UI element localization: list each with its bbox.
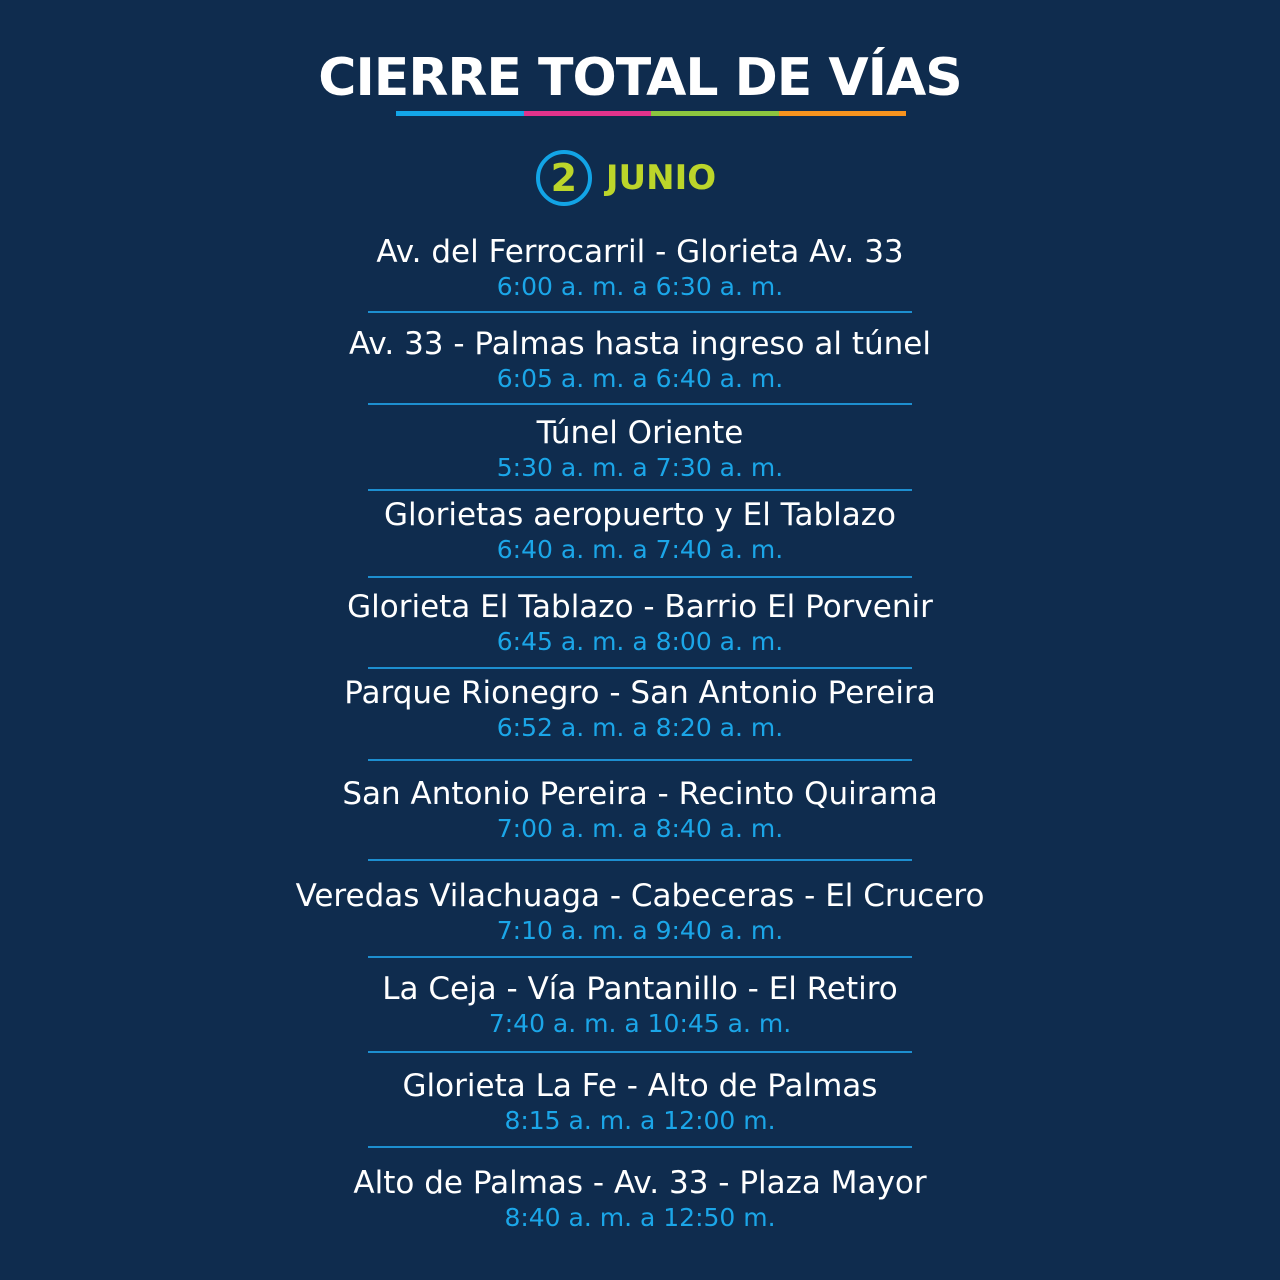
divider [368,311,912,313]
closure-road: Túnel Oriente [536,415,744,451]
closure-road: Glorieta El Tablazo - Barrio El Porvenir [347,589,933,625]
underline-segment-orange [779,111,907,116]
closure-item [0,496,1280,566]
closure-road: Alto de Palmas - Av. 33 - Plaza Mayor [353,1165,927,1201]
closure-road: San Antonio Pereira - Recinto Quirama [342,776,938,812]
closure-item [0,1067,1280,1137]
closure-item [0,674,1280,744]
closure-time: 6:00 a. m. a 6:30 a. m. [496,272,784,301]
closure-time: 6:52 a. m. a 8:20 a. m. [496,713,784,742]
divider [368,859,912,861]
underline-segment-green [651,111,779,116]
underline-segment-magenta [524,111,652,116]
divider [368,1146,912,1148]
page-title: CIERRE TOTAL DE VÍAS [318,48,962,108]
closure-item [0,588,1280,658]
divider [368,1051,912,1053]
closure-item [0,325,1280,395]
closure-item [0,775,1280,845]
closure-item [0,1164,1280,1234]
closure-time: 6:40 a. m. a 7:40 a. m. [496,535,784,564]
closure-road: La Ceja - Vía Pantanillo - El Retiro [382,971,898,1007]
closure-item [0,414,1280,484]
closure-time: 7:40 a. m. a 10:45 a. m. [488,1009,792,1038]
closure-time: 7:00 a. m. a 8:40 a. m. [496,814,784,843]
closure-item [0,233,1280,303]
divider [368,667,912,669]
divider [368,403,912,405]
underline-segment-blue [396,111,524,116]
closure-time: 8:15 a. m. a 12:00 m. [504,1106,776,1135]
divider [368,576,912,578]
divider [368,489,912,491]
title-underline [396,111,906,116]
closure-item [0,970,1280,1040]
closure-road: Av. del Ferrocarril - Glorieta Av. 33 [376,234,904,270]
closure-item [0,877,1280,947]
month-label: JUNIO [605,158,717,198]
closure-road: Av. 33 - Palmas hasta ingreso al túnel [349,326,931,362]
closure-time: 6:05 a. m. a 6:40 a. m. [496,364,784,393]
day-number: 2 [536,150,592,206]
closure-road: Glorieta La Fe - Alto de Palmas [402,1068,878,1104]
closure-time: 6:45 a. m. a 8:00 a. m. [496,627,784,656]
divider [368,956,912,958]
closure-time: 5:30 a. m. a 7:30 a. m. [496,453,784,482]
closure-time: 7:10 a. m. a 9:40 a. m. [496,916,784,945]
closure-road: Parque Rionegro - San Antonio Pereira [344,675,936,711]
closure-time: 8:40 a. m. a 12:50 m. [504,1203,776,1232]
closure-road: Glorietas aeropuerto y El Tablazo [384,497,896,533]
date-badge [0,145,1280,211]
closure-road: Veredas Vilachuaga - Cabeceras - El Crucero [295,878,985,914]
divider [368,759,912,761]
